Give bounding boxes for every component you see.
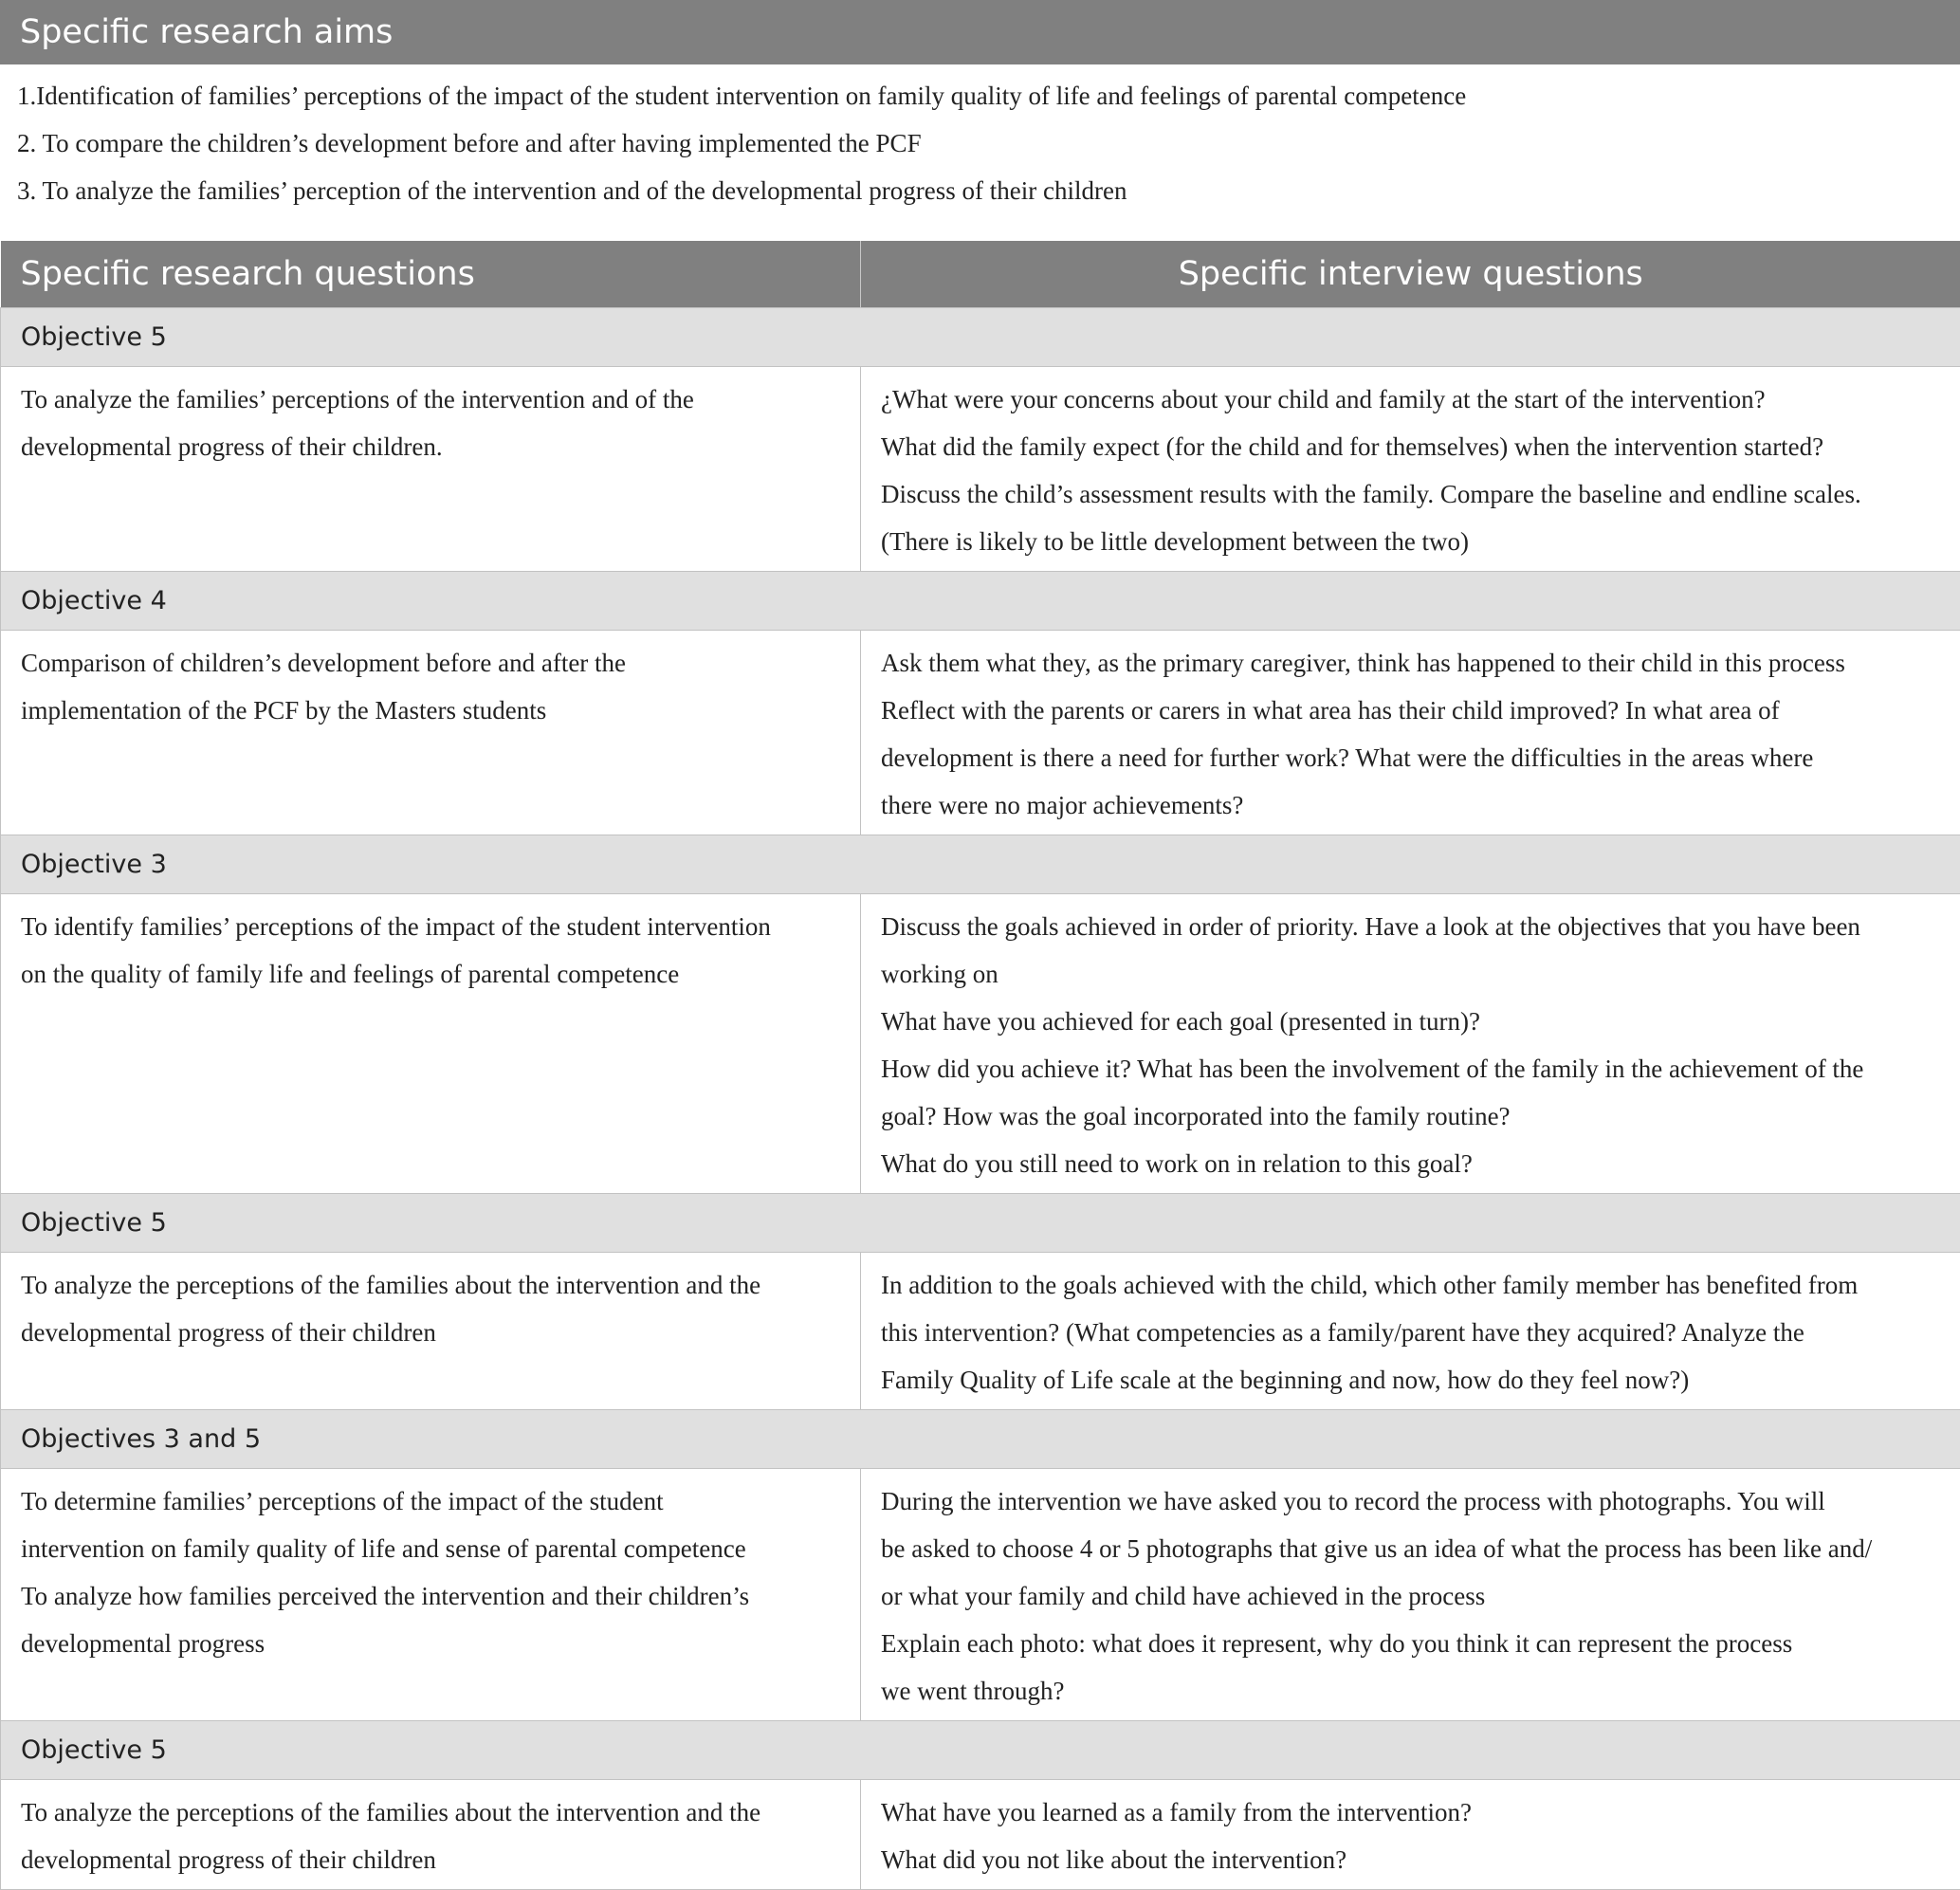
research-line: To determine families’ perceptions of the impact of the student: [21, 1477, 842, 1525]
interview-line: there were no major achievements?: [881, 781, 1942, 829]
research-question-cell: [1, 1779, 861, 1889]
objective-label: Objectives 3 and 5: [1, 1409, 1960, 1468]
table-row: [1, 630, 1960, 835]
research-line: To analyze how families perceived the intervention and their children’s: [21, 1572, 842, 1620]
objective-row: [1, 307, 1960, 366]
interview-line: or what your family and child have achieved in the process: [881, 1572, 1942, 1620]
table-row: [1, 1779, 1960, 1889]
objective-label: Objective 4: [1, 571, 1960, 630]
interview-line: ¿What were your concerns about your child and family at the start of the intervention?: [881, 376, 1942, 423]
col-header-research-questions: Specific research questions: [1, 241, 861, 307]
aim-item: 3. To analyze the families’ perception of the intervention and of the developmental progress of their children: [0, 167, 1960, 214]
interview-line: How did you achieve it? What has been the involvement of the family in the achievement of the: [881, 1045, 1942, 1092]
interview-question-cell: [861, 893, 1960, 1193]
research-line: To analyze the perceptions of the families about the intervention and the: [21, 1789, 842, 1836]
table-row: [1, 1468, 1960, 1720]
research-line: intervention on family quality of life and sense of parental competence: [21, 1525, 842, 1572]
objective-label: Objective 5: [1, 307, 1960, 366]
interview-line: Explain each photo: what does it represent, why do you think it can represent the process: [881, 1620, 1942, 1667]
interview-line: What did you not like about the intervention?: [881, 1836, 1942, 1883]
interview-question-cell: [861, 1468, 1960, 1720]
interview-line: What have you learned as a family from the intervention?: [881, 1789, 1942, 1836]
objective-label: Objective 5: [1, 1193, 1960, 1252]
research-question-cell: [1, 630, 861, 835]
interview-question-cell: [861, 1252, 1960, 1409]
interview-line: Ask them what they, as the primary caregiver, think has happened to their child in this process: [881, 639, 1942, 687]
interview-question-cell: [861, 1779, 1960, 1889]
interview-line: What did the family expect (for the child and for themselves) when the intervention started?: [881, 423, 1942, 470]
objective-row: [1, 1409, 1960, 1468]
research-question-cell: [1, 1468, 861, 1720]
interview-line: we went through?: [881, 1667, 1942, 1715]
interview-line: Reflect with the parents or carers in what area has their child improved? In what area of: [881, 687, 1942, 734]
objective-label: Objective 5: [1, 1720, 1960, 1779]
interview-line: What have you achieved for each goal (presented in turn)?: [881, 998, 1942, 1045]
objective-label: Objective 3: [1, 835, 1960, 893]
interview-question-cell: [861, 630, 1960, 835]
interview-line: working on: [881, 950, 1942, 998]
table-row: [1, 1252, 1960, 1409]
aim-item: 2. To compare the children’s development before and after having implemented the PCF: [0, 119, 1960, 167]
objective-row: [1, 1193, 1960, 1252]
table-row: [1, 366, 1960, 571]
objective-row: [1, 1720, 1960, 1779]
table-header-row: [1, 241, 1960, 307]
interview-question-cell: [861, 366, 1960, 571]
research-line: developmental progress of their children: [21, 1309, 842, 1356]
interview-line: goal? How was the goal incorporated into the family routine?: [881, 1092, 1942, 1140]
research-line: To analyze the perceptions of the families about the intervention and the: [21, 1261, 842, 1309]
interview-line: Family Quality of Life scale at the beginning and now, how do they feel now?): [881, 1356, 1942, 1404]
interview-line: During the intervention we have asked you to record the process with photographs. You will: [881, 1477, 1942, 1525]
interview-line: this intervention? (What competencies as a family/parent have they acquired? Analyze the: [881, 1309, 1942, 1356]
research-question-cell: [1, 366, 861, 571]
research-question-cell: [1, 1252, 861, 1409]
research-line: developmental progress of their children: [21, 1836, 842, 1883]
interview-line: What do you still need to work on in relation to this goal?: [881, 1140, 1942, 1187]
objective-row: [1, 835, 1960, 893]
interview-line: In addition to the goals achieved with the child, which other family member has benefited from: [881, 1261, 1942, 1309]
research-question-cell: [1, 893, 861, 1193]
research-line: developmental progress: [21, 1620, 842, 1667]
table-row: [1, 893, 1960, 1193]
research-line: To analyze the families’ perceptions of the intervention and of the: [21, 376, 842, 423]
interview-line: Discuss the child’s assessment results with the family. Compare the baseline and endline scales.: [881, 470, 1942, 518]
research-line: Comparison of children’s development before and after the: [21, 639, 842, 687]
research-line: To identify families’ perceptions of the impact of the student intervention: [21, 903, 842, 950]
aim-item: 1.Identification of families’ perceptions of the impact of the student intervention on family quality of life and feelings of parental competence: [0, 72, 1960, 119]
objective-row: [1, 571, 1960, 630]
aims-header: Specific research aims: [0, 0, 1960, 64]
questions-table: [0, 241, 1960, 1890]
interview-line: (There is likely to be little development between the two): [881, 518, 1942, 565]
col-header-interview-questions: Specific interview questions: [861, 241, 1960, 307]
interview-line: development is there a need for further work? What were the difficulties in the areas where: [881, 734, 1942, 781]
interview-line: Discuss the goals achieved in order of priority. Have a look at the objectives that you have been: [881, 903, 1942, 950]
research-line: developmental progress of their children.: [21, 423, 842, 470]
research-line: on the quality of family life and feelings of parental competence: [21, 950, 842, 998]
interview-line: be asked to choose 4 or 5 photographs that give us an idea of what the process has been like and/: [881, 1525, 1942, 1572]
research-line: implementation of the PCF by the Masters students: [21, 687, 842, 734]
aims-list: [0, 64, 1960, 228]
